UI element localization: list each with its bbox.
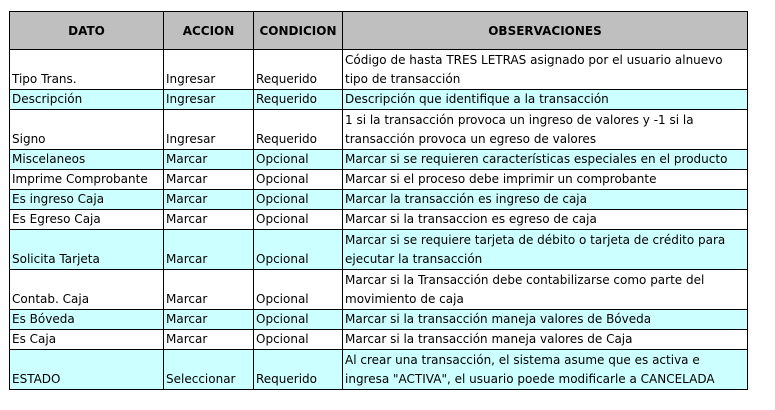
cell-condicion: Opcional — [254, 230, 343, 270]
cell-dato: Miscelaneos — [10, 150, 164, 170]
cell-dato: Imprime Comprobante — [10, 170, 164, 190]
cell-accion: Seleccionar — [164, 350, 254, 390]
table-row — [10, 350, 748, 390]
table-row — [10, 110, 748, 150]
cell-accion: Marcar — [164, 170, 254, 190]
cell-accion: Marcar — [164, 330, 254, 350]
cell-observaciones: Marcar si la transacción maneja valores de Bóveda — [343, 310, 748, 330]
cell-dato: ESTADO — [10, 350, 164, 390]
table-container — [9, 11, 747, 390]
cell-observaciones: Marcar si el proceso debe imprimir un comprobante — [343, 170, 748, 190]
cell-accion: Ingresar — [164, 90, 254, 110]
table-row — [10, 150, 748, 170]
cell-dato: Signo — [10, 110, 164, 150]
cell-condicion: Opcional — [254, 270, 343, 310]
cell-accion: Marcar — [164, 270, 254, 310]
cell-condicion: Requerido — [254, 110, 343, 150]
cell-observaciones: Al crear una transacción, el sistema asume que es activa e ingresa "ACTIVA", el usuario poede modificarle a CANCELADA — [343, 350, 748, 390]
header-dato: DATO — [10, 12, 164, 50]
header-observaciones: OBSERVACIONES — [343, 12, 748, 50]
cell-dato: Tipo Trans. — [10, 50, 164, 90]
table-row — [10, 170, 748, 190]
cell-condicion: Opcional — [254, 330, 343, 350]
table-row — [10, 270, 748, 310]
cell-condicion: Requerido — [254, 50, 343, 90]
cell-condicion: Requerido — [254, 90, 343, 110]
cell-condicion: Opcional — [254, 210, 343, 230]
cell-accion: Ingresar — [164, 110, 254, 150]
cell-observaciones: Marcar si se requiere tarjeta de débito o tarjeta de crédito para ejecutar la transacción — [343, 230, 748, 270]
cell-dato: Es Caja — [10, 330, 164, 350]
table-row — [10, 310, 748, 330]
table-row — [10, 210, 748, 230]
cell-dato: Es Egreso Caja — [10, 210, 164, 230]
cell-accion: Marcar — [164, 310, 254, 330]
cell-dato: Descripción — [10, 90, 164, 110]
cell-observaciones: Código de hasta TRES LETRAS asignado por el usuario alnuevo tipo de transacción — [343, 50, 748, 90]
cell-dato: Contab. Caja — [10, 270, 164, 310]
cell-accion: Ingresar — [164, 50, 254, 90]
cell-condicion: Opcional — [254, 170, 343, 190]
header-condicion: CONDICION — [254, 12, 343, 50]
cell-accion: Marcar — [164, 230, 254, 270]
table-row — [10, 230, 748, 270]
transaction-fields-table — [9, 11, 748, 390]
cell-observaciones: 1 si la transacción provoca un ingreso de valores y -1 si la transacción provoca un egreso de valores — [343, 110, 748, 150]
cell-dato: Es ingreso Caja — [10, 190, 164, 210]
cell-observaciones: Marcar si la transaccion es egreso de caja — [343, 210, 748, 230]
cell-observaciones: Marcar si se requieren características especiales en el producto — [343, 150, 748, 170]
cell-accion: Marcar — [164, 150, 254, 170]
table-row — [10, 50, 748, 90]
table-row — [10, 90, 748, 110]
cell-accion: Marcar — [164, 190, 254, 210]
cell-accion: Marcar — [164, 210, 254, 230]
cell-condicion: Opcional — [254, 190, 343, 210]
cell-observaciones: Marcar si la Transacción debe contabilizarse como parte del movimiento de caja — [343, 270, 748, 310]
cell-observaciones: Marcar si la transacción maneja valores de Caja — [343, 330, 748, 350]
cell-condicion: Opcional — [254, 310, 343, 330]
cell-condicion: Opcional — [254, 150, 343, 170]
table-row — [10, 330, 748, 350]
cell-observaciones: Marcar la transacción es ingreso de caja — [343, 190, 748, 210]
cell-observaciones: Descripción que identifique a la transacción — [343, 90, 748, 110]
header-accion: ACCION — [164, 12, 254, 50]
table-row — [10, 190, 748, 210]
cell-condicion: Requerido — [254, 350, 343, 390]
cell-dato: Solicita Tarjeta — [10, 230, 164, 270]
cell-dato: Es Bóveda — [10, 310, 164, 330]
header-row — [10, 12, 748, 50]
